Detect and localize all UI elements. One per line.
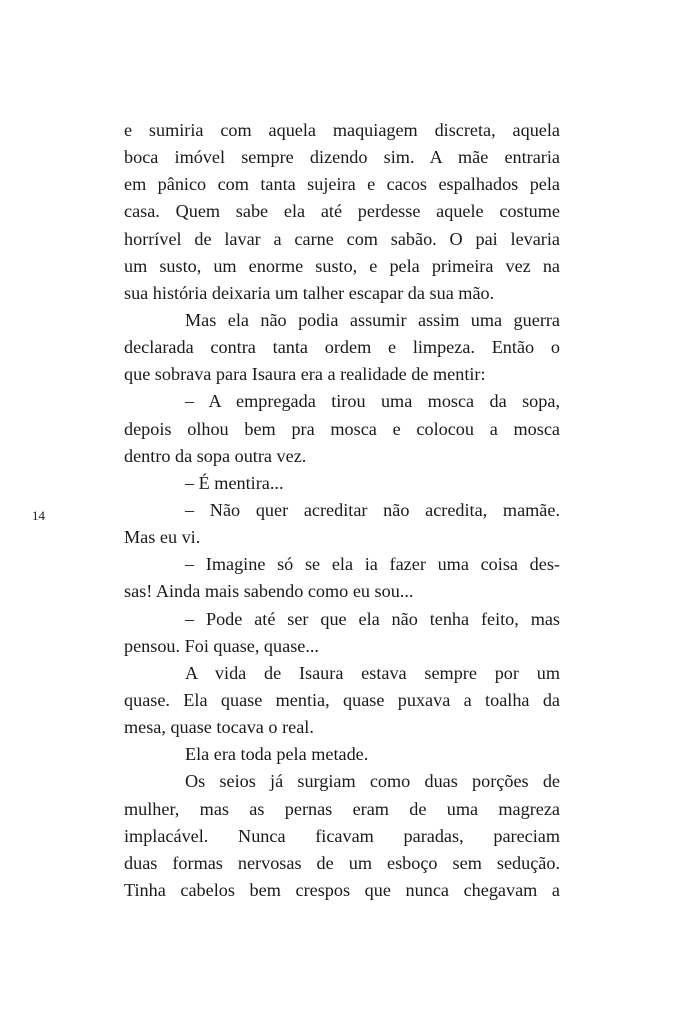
text-line: – A empregada tirou uma mosca da sopa, [185, 391, 560, 412]
text-line: duas formas nervosas de um esboço sem sedução. [124, 852, 560, 873]
text-line: Os seios já surgiam como duas porções de [185, 771, 560, 792]
text-line: casa. Quem sabe ela até perdesse aquele costume [124, 201, 560, 222]
text-line: pensou. Foi quase, quase... [124, 635, 319, 656]
text-line: que sobrava para Isaura era a realidade de mentir: [124, 364, 486, 385]
text-line: depois olhou bem pra mosca e colocou a mosca [124, 418, 560, 439]
text-line: um susto, um enorme susto, e pela primeira vez na [124, 255, 560, 276]
text-line: Mas ela não podia assumir assim uma guerra [185, 309, 560, 330]
text-line: implacável. Nunca ficavam paradas, pareciam [124, 825, 560, 846]
text-line: e sumiria com aquela maquiagem discreta, aquela [124, 120, 560, 140]
text-line: dentro da sopa outra vez. [124, 445, 307, 466]
text-line: – Não quer acreditar não acredita, mamãe. [185, 499, 560, 520]
text-line: A vida de Isaura estava sempre por um [185, 662, 560, 683]
text-line: sas! Ainda mais sabendo como eu sou... [124, 581, 414, 602]
text-line: Tinha cabelos bem crespos que nunca chegavam a [124, 879, 560, 900]
text-line: mesa, quase tocava o real. [124, 717, 314, 738]
text-line: em pânico com tanta sujeira e cacos espalhados pela [124, 174, 560, 195]
text-line: – É mentira... [185, 472, 284, 493]
text-line: declarada contra tanta ordem e limpeza. Então o [124, 337, 560, 358]
text-line: mulher, mas as pernas eram de uma magreza [124, 798, 560, 819]
text-line: – Imagine só se ela ia fazer uma coisa des- [185, 554, 560, 575]
text-line: sua história deixaria um talher escapar da sua mão. [124, 282, 495, 303]
text-line: – Pode até ser que ela não tenha feito, mas [185, 608, 560, 629]
text-line: Mas eu vi. [124, 527, 201, 548]
text-line: horrível de lavar a carne com sabão. O pai levaria [124, 228, 560, 249]
page-number: 14 [32, 508, 45, 523]
text-line: quase. Ela quase mentia, quase puxava a toalha da [124, 689, 560, 710]
body-text [124, 117, 560, 904]
text-line: boca imóvel sempre dizendo sim. A mãe entraria [124, 147, 560, 168]
text-line: Ela era toda pela metade. [185, 744, 369, 765]
